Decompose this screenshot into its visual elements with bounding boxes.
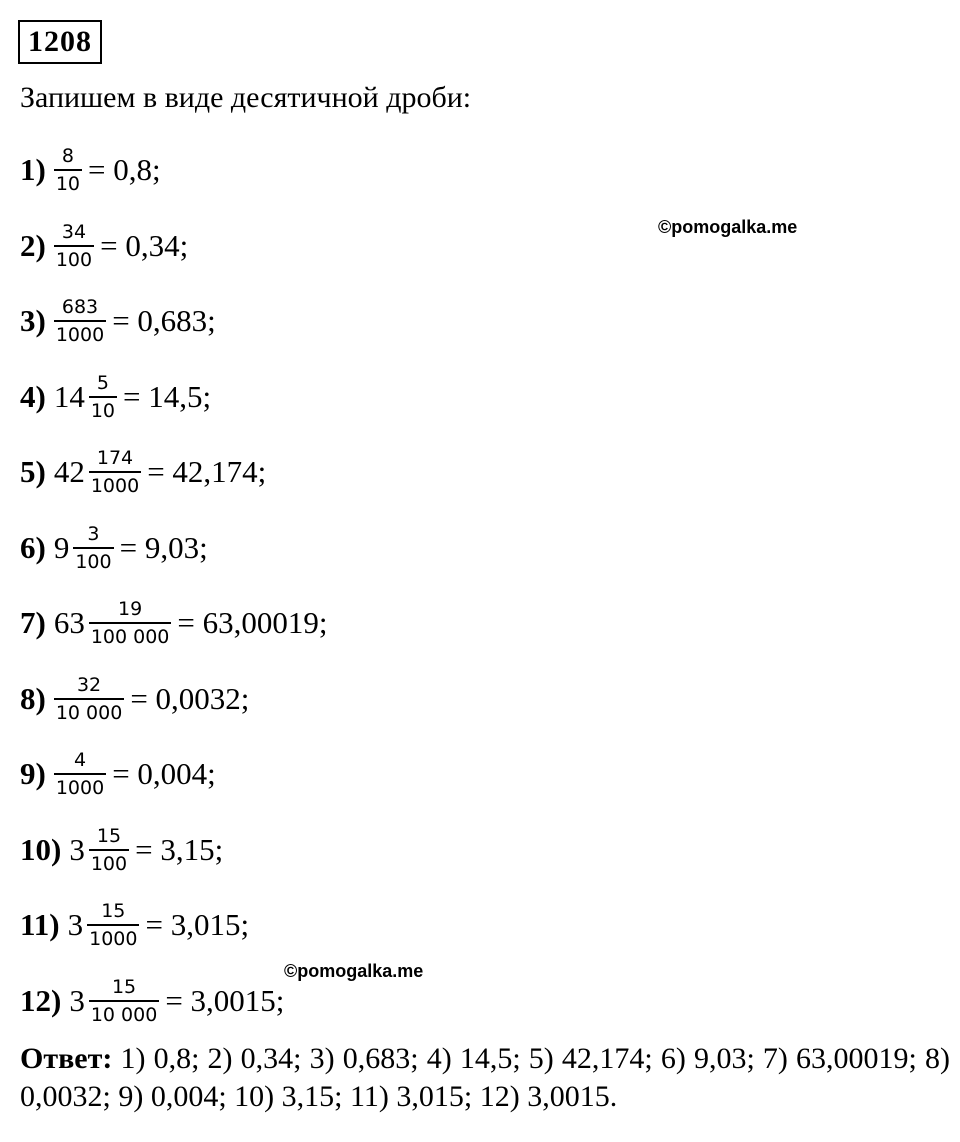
solution-item — [20, 445, 266, 499]
watermark: ©pomogalka.me — [658, 217, 798, 237]
fraction — [89, 823, 129, 877]
decimal-result: = 9,03; — [119, 530, 208, 565]
fraction — [54, 219, 94, 273]
denominator: 10 — [54, 169, 82, 197]
decimal-result: = 0,0032; — [130, 681, 250, 716]
denominator: 1000 — [89, 471, 141, 499]
denominator: 100 — [54, 245, 94, 273]
fraction — [54, 143, 82, 197]
solution-item — [20, 672, 249, 726]
decimal-result: = 3,015; — [145, 907, 250, 942]
item-number: 9) — [20, 756, 46, 791]
whole-part: 14 — [53, 379, 85, 414]
item-number: 12) — [20, 983, 62, 1018]
denominator: 1000 — [54, 320, 106, 348]
decimal-result: = 14,5; — [123, 379, 212, 414]
denominator: 10 000 — [89, 1000, 159, 1028]
numerator: 3 — [87, 523, 100, 545]
whole-part: 63 — [53, 605, 85, 640]
numerator: 15 — [111, 976, 137, 998]
denominator: 100 — [73, 547, 113, 575]
denominator: 1000 — [87, 924, 139, 952]
denominator: 100 — [89, 849, 129, 877]
numerator: 32 — [76, 674, 102, 696]
solution-item — [20, 143, 161, 197]
answer-label: Ответ: — [20, 1042, 113, 1075]
decimal-result: = 0,004; — [112, 756, 216, 791]
numerator: 19 — [118, 598, 143, 620]
item-number: 4) — [20, 379, 46, 414]
item-number: 10) — [20, 832, 62, 867]
item-number: 5) — [20, 454, 46, 489]
whole-part: 3 — [67, 907, 84, 942]
solution-item — [20, 219, 188, 273]
solution-item — [20, 898, 249, 952]
numerator: 15 — [101, 900, 126, 922]
decimal-result: = 3,0015; — [165, 983, 285, 1018]
item-number: 8) — [20, 681, 46, 716]
decimal-result: = 63,00019; — [177, 605, 328, 640]
fraction — [87, 898, 139, 952]
solution-item — [20, 521, 208, 575]
whole-part: 3 — [69, 983, 85, 1018]
numerator: 174 — [96, 447, 134, 469]
numerator: 8 — [61, 145, 74, 167]
answer-text: 1) 0,8; 2) 0,34; 3) 0,683; 4) 14,5; 5) 42,174; 6) 9,03; 7) 63,00019; 8) 0,0032; 9) 0,004; 10) 3,15; 11) 3,015; 12) 3,0015. — [20, 1042, 950, 1113]
fraction — [54, 294, 106, 348]
item-number: 11) — [20, 907, 60, 942]
item-number: 3) — [20, 303, 46, 338]
decimal-result: = 0,34; — [100, 228, 189, 263]
solution-item — [20, 370, 211, 424]
fraction — [89, 370, 117, 424]
answer — [20, 1040, 950, 1116]
whole-part: 3 — [69, 832, 85, 867]
solution-item — [20, 974, 284, 1028]
fraction — [89, 974, 159, 1028]
whole-part: 9 — [53, 530, 70, 565]
numerator: 34 — [61, 221, 87, 243]
item-number: 7) — [20, 605, 46, 640]
fraction — [73, 521, 113, 575]
decimal-result: = 0,8; — [88, 152, 161, 187]
fraction — [54, 672, 124, 726]
numerator: 5 — [96, 372, 109, 394]
numerator: 4 — [73, 749, 87, 771]
solution-item — [20, 747, 216, 801]
fraction — [54, 747, 106, 801]
solution-item — [20, 823, 223, 877]
item-number: 2) — [20, 228, 46, 263]
whole-part: 42 — [53, 454, 85, 489]
solution-item — [20, 294, 216, 348]
denominator: 100 000 — [89, 622, 172, 650]
intro-text: Запишем в виде десятичной дроби: — [20, 81, 472, 114]
problem-number: 1208 — [18, 20, 102, 64]
fraction — [89, 445, 141, 499]
item-number: 6) — [20, 530, 46, 565]
denominator: 10 000 — [54, 698, 124, 726]
solution-item — [20, 596, 328, 650]
watermark: ©pomogalka.me — [284, 961, 424, 981]
numerator: 683 — [61, 296, 99, 318]
decimal-result: = 3,15; — [135, 832, 224, 867]
denominator: 10 — [89, 396, 117, 424]
denominator: 1000 — [54, 773, 106, 801]
decimal-result: = 42,174; — [147, 454, 267, 489]
item-number: 1) — [20, 152, 46, 187]
fraction — [89, 596, 172, 650]
numerator: 15 — [96, 825, 122, 847]
decimal-result: = 0,683; — [112, 303, 216, 338]
